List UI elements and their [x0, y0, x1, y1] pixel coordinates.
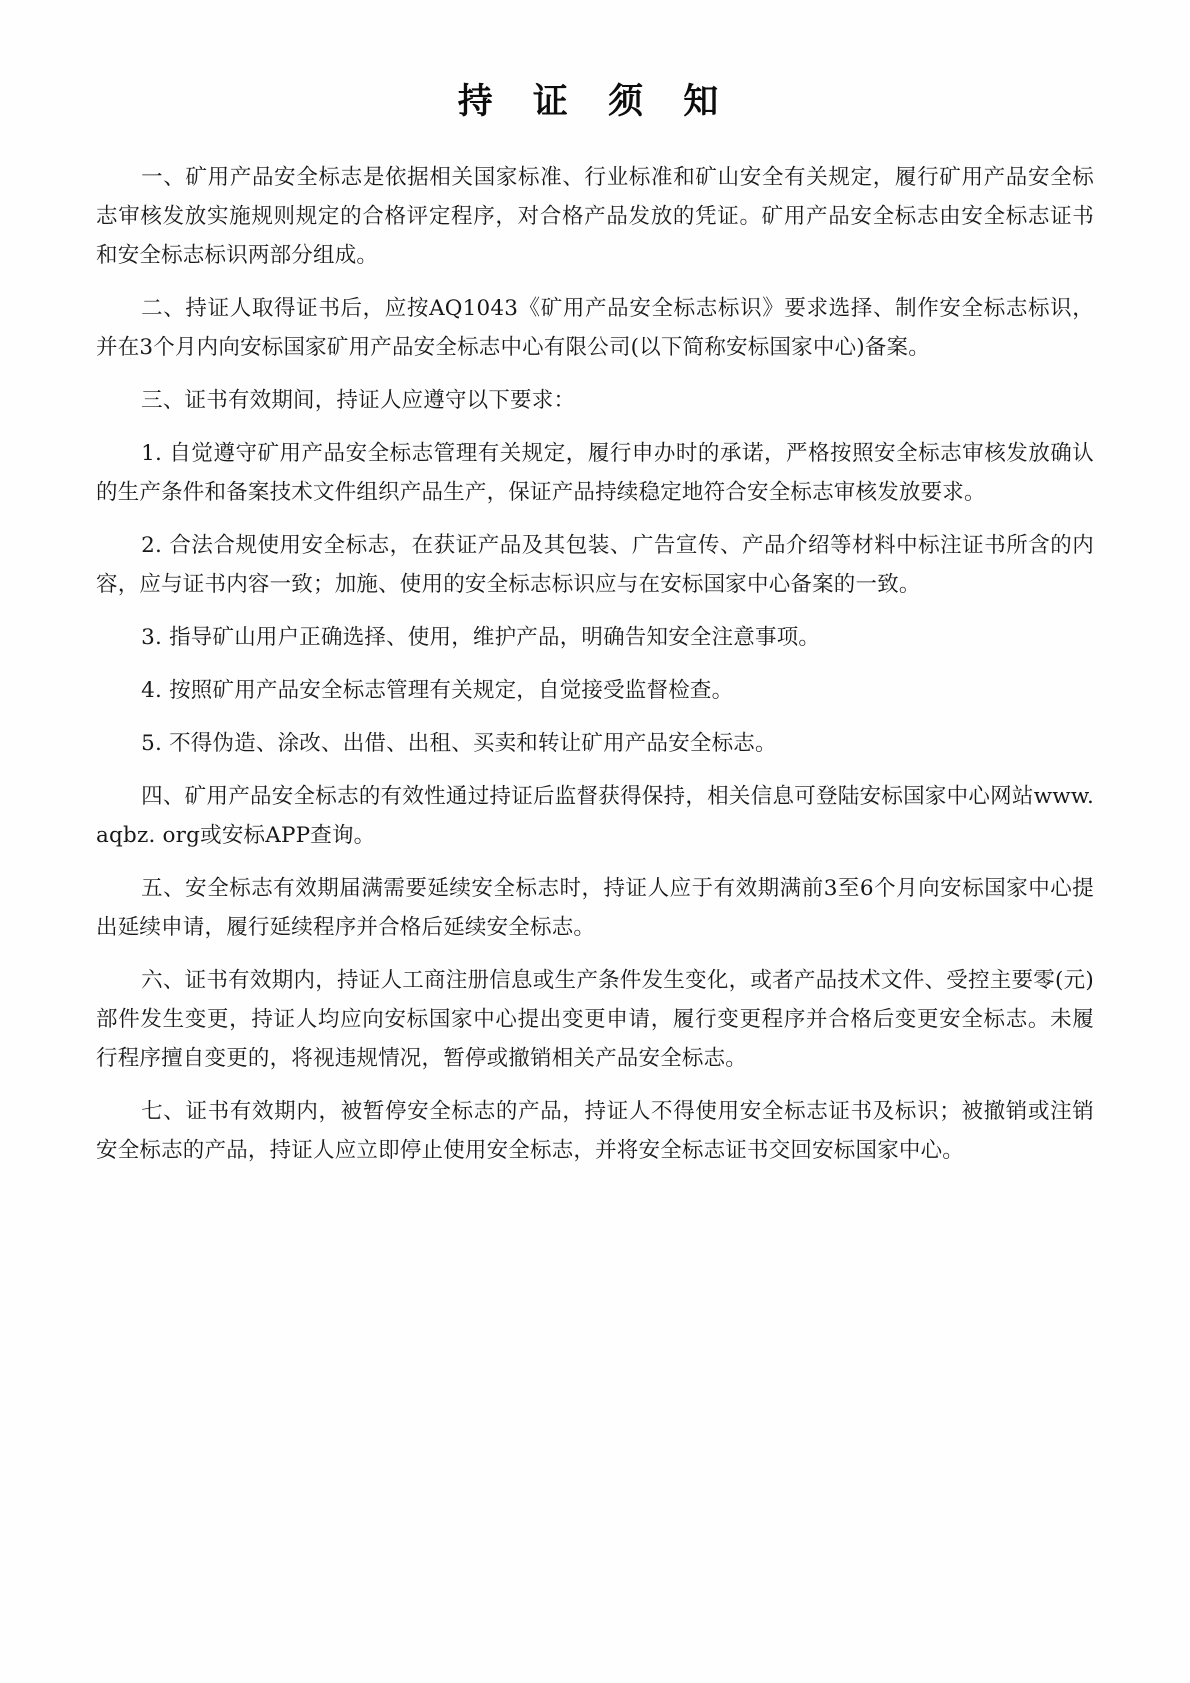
paragraph-3-item-2: 2. 合法合规使用安全标志，在获证产品及其包装、广告宣传、产品介绍等材料中标注证书所含的内容，应与证书内容一致；加施、使用的安全标志标识应与在安标国家中心备案的一致。	[96, 533, 1094, 597]
paragraph-5: 五、安全标志有效期届满需要延续安全标志时，持证人应于有效期满前3至6个月向安标国家中心提出延续申请，履行延续程序并合格后延续安全标志。	[96, 876, 1094, 940]
document-body	[96, 158, 1094, 1170]
page-title: 持 证 须 知	[457, 81, 733, 122]
paragraph-3: 三、证书有效期间，持证人应遵守以下要求：	[141, 388, 576, 413]
paragraph-7: 七、证书有效期内，被暂停安全标志的产品，持证人不得使用安全标志证书及标识；被撤销或注销安全标志的产品，持证人应立即停止使用安全标志，并将安全标志证书交回安标国家中心。	[96, 1099, 1094, 1163]
paragraph-1: 一、矿用产品安全标志是依据相关国家标准、行业标准和矿山安全有关规定，履行矿用产品安全标志审核发放实施规则规定的合格评定程序，对合格产品发放的凭证。矿用产品安全标志由安全标志证书和安全标志标识两部分组成。	[96, 165, 1094, 268]
paragraph-6: 六、证书有效期内，持证人工商注册信息或生产条件发生变化，或者产品技术文件、受控主要零(元)部件发生变更，持证人均应向安标国家中心提出变更申请，履行变更程序并合格后变更安全标志。未履行程序擅自变更的，将视违规情况，暂停或撤销相关产品安全标志。	[96, 968, 1094, 1071]
paragraph-4: 四、矿用产品安全标志的有效性通过持证后监督获得保持，相关信息可登陆安标国家中心网站www. aqbz. org或安标APP查询。	[96, 784, 1094, 848]
paragraph-3-item-3: 3. 指导矿山用户正确选择、使用，维护产品，明确告知安全注意事项。	[141, 625, 821, 650]
paragraph-3-item-4: 4. 按照矿用产品安全标志管理有关规定，自觉接受监督检查。	[141, 678, 734, 703]
paragraph-3-item-5: 5. 不得伪造、涂改、出借、出租、买卖和转让矿用产品安全标志。	[141, 731, 777, 756]
paragraph-3-item-1: 1. 自觉遵守矿用产品安全标志管理有关规定，履行申办时的承诺，严格按照安全标志审核发放确认的生产条件和备案技术文件组织产品生产，保证产品持续稳定地符合安全标志审核发放要求。	[96, 441, 1094, 505]
paragraph-2: 二、持证人取得证书后，应按AQ1043《矿用产品安全标志标识》要求选择、制作安全标志标识，并在3个月内向安标国家矿用产品安全标志中心有限公司(以下简称安标国家中心)备案。	[96, 296, 1094, 360]
